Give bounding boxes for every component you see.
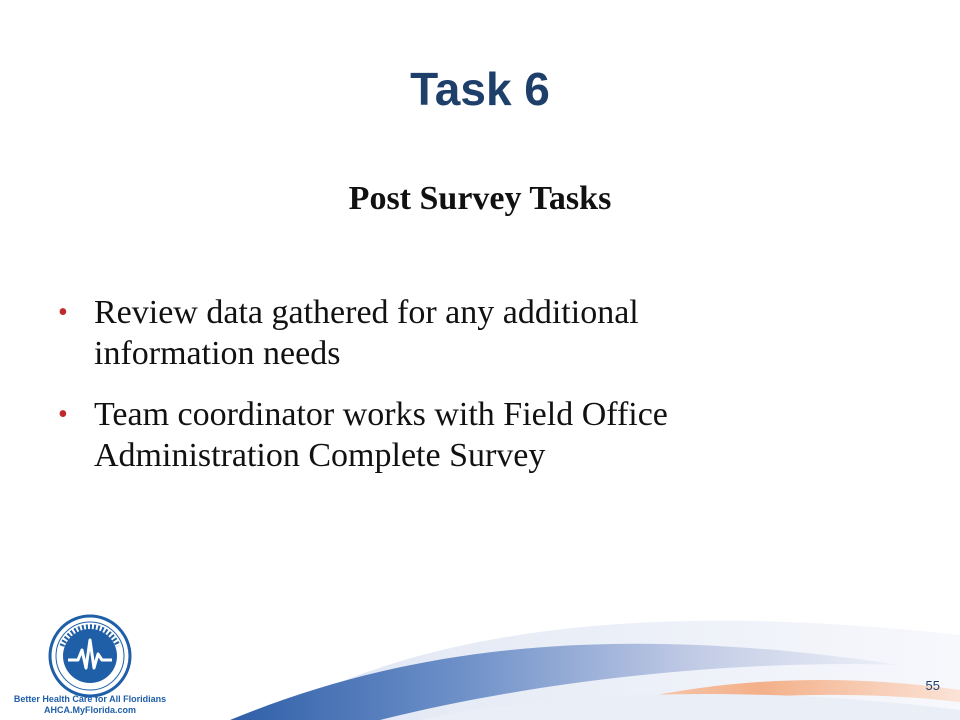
- logo-tagline: [10, 694, 170, 716]
- logo-url: AHCA.MyFlorida.com: [43, 705, 136, 715]
- bullet-icon: •: [58, 297, 68, 328]
- slide-title: Task 6: [410, 63, 550, 115]
- bullet-line: Team coordinator works with Field Office: [94, 396, 668, 433]
- slide-subtitle: Post Survey Tasks: [348, 180, 612, 217]
- bullet-item: [58, 292, 858, 374]
- bullet-line: Review data gathered for any additional: [94, 294, 639, 331]
- bullet-line: Administration Complete Survey: [94, 437, 546, 474]
- tagline-text: Better Health Care for All Floridians: [13, 694, 167, 704]
- agency-seal-icon: [48, 614, 132, 698]
- bullet-list: [58, 292, 858, 496]
- bullet-icon: •: [58, 399, 68, 430]
- bullet-line: information needs: [94, 335, 341, 372]
- agency-logo: [10, 614, 170, 718]
- bullet-item: [58, 394, 858, 476]
- page-number: 55: [925, 678, 940, 693]
